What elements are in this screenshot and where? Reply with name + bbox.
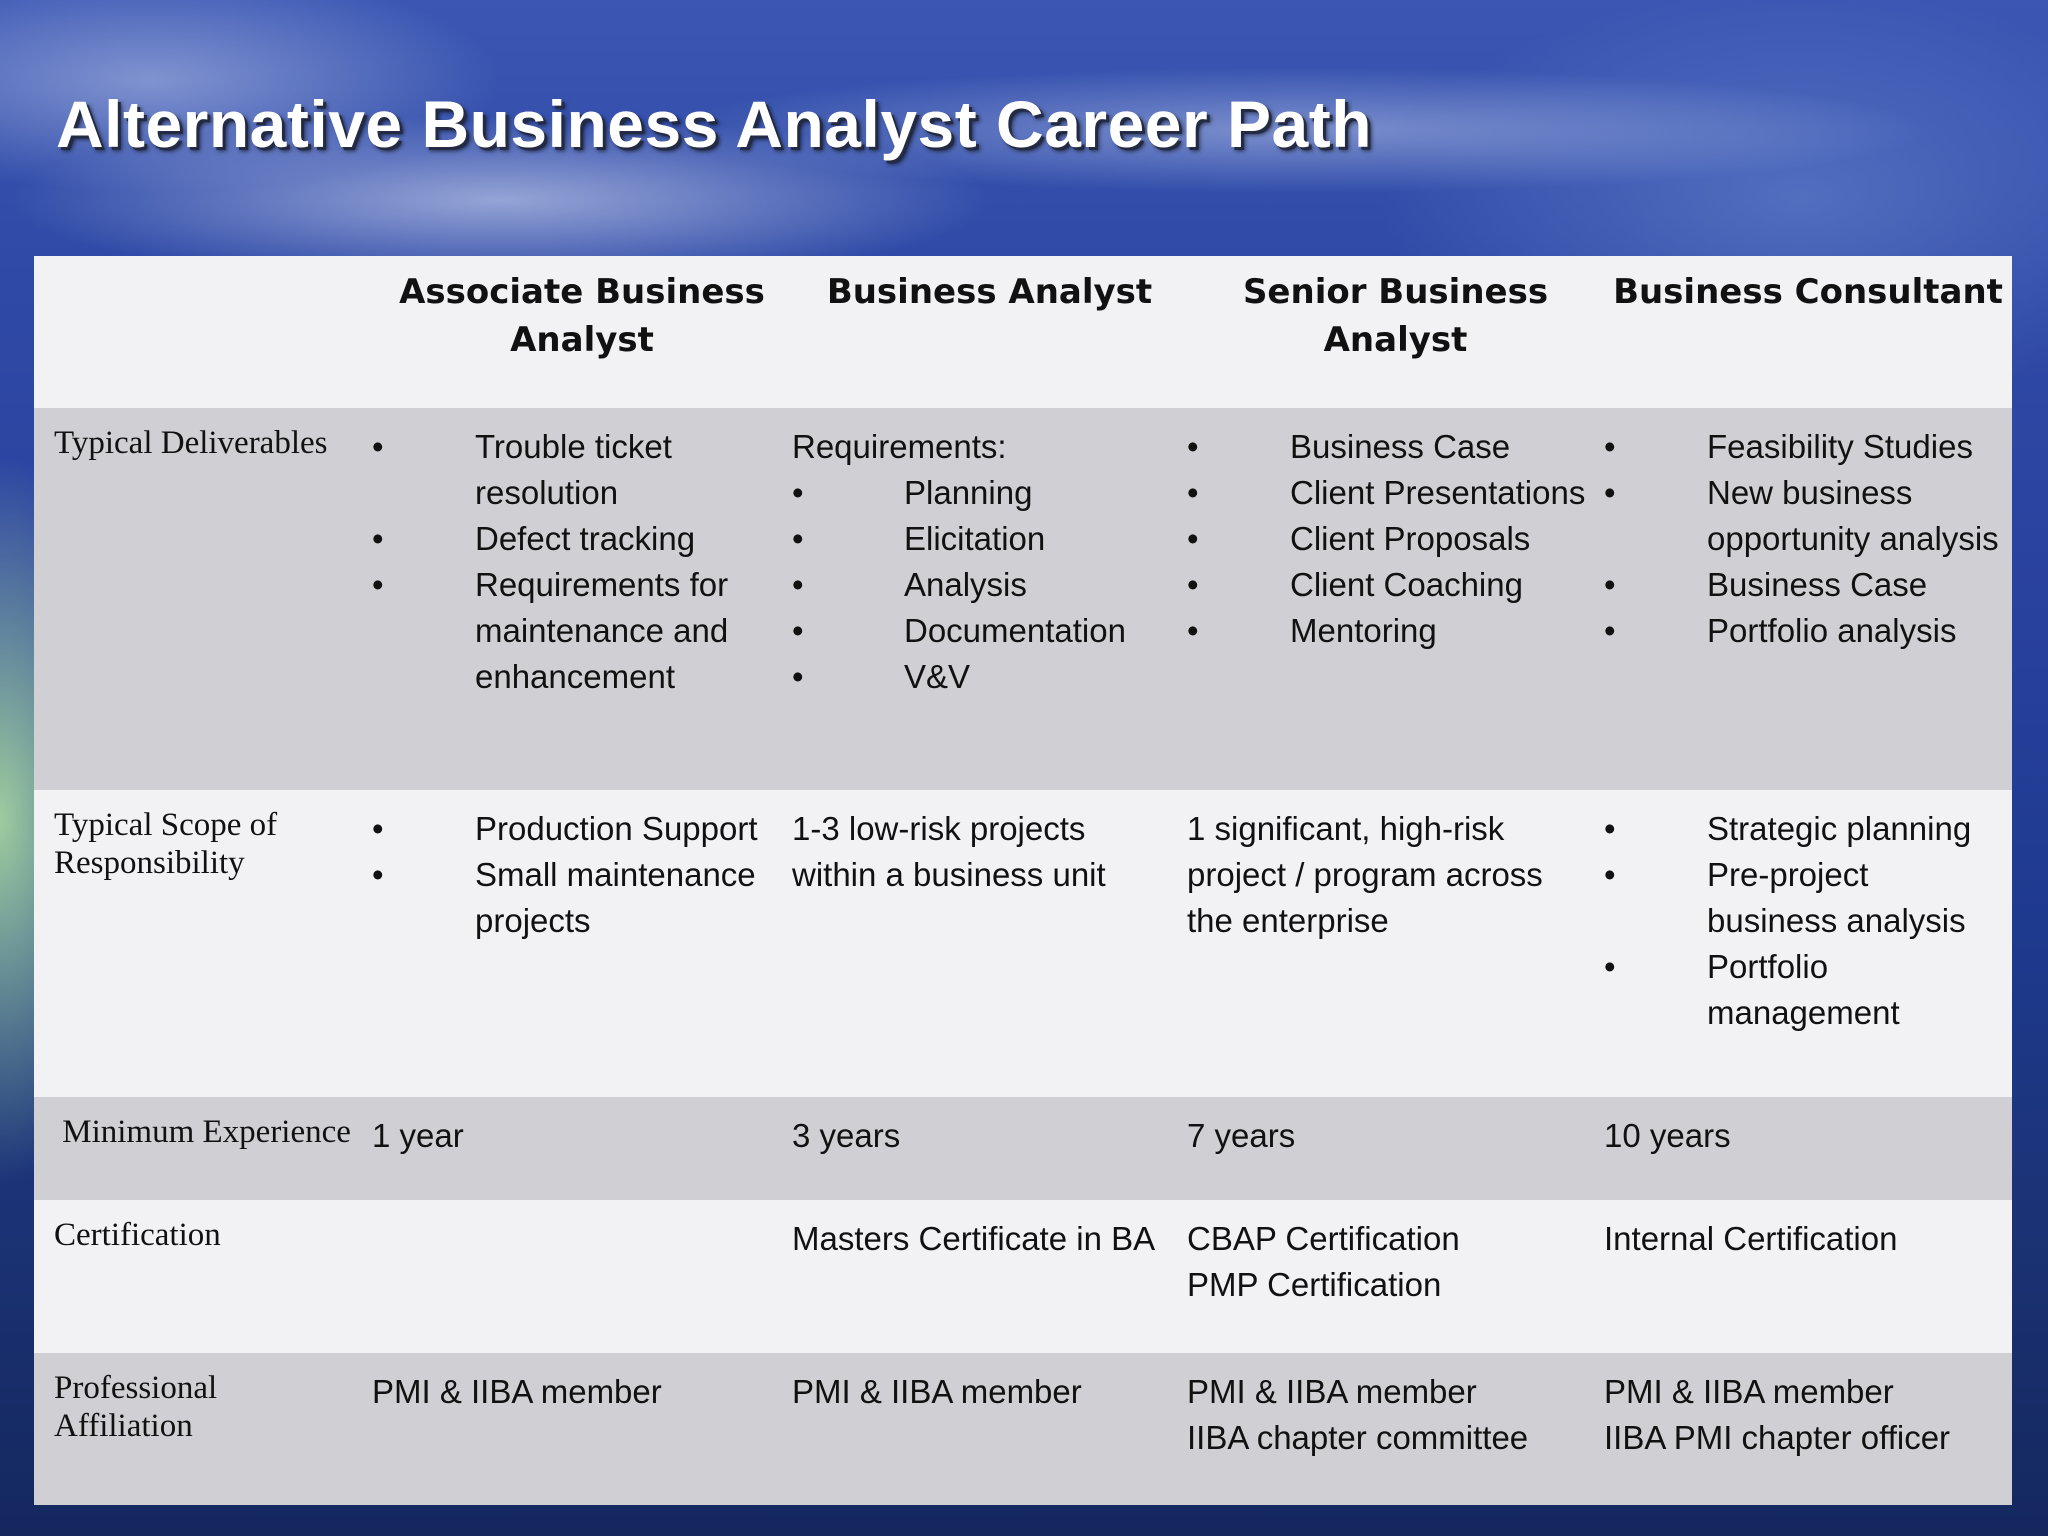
table-row-scope xyxy=(34,790,2012,1097)
affiliation-line: PMI & IIBA member xyxy=(1187,1373,1477,1410)
list-item: • Elicitation xyxy=(792,516,1177,562)
list-item: • Business Case xyxy=(1187,424,1594,470)
cell-deliverables-ba xyxy=(792,408,1187,790)
list-item: • Production Support xyxy=(372,806,782,852)
list-item: • Defect tracking xyxy=(372,516,782,562)
header-empty-cell xyxy=(34,256,372,408)
cell-certification-senior xyxy=(1187,1200,1604,1353)
cell-deliverables-consultant xyxy=(1604,408,2012,790)
cell-experience-senior: 7 years xyxy=(1187,1117,1296,1154)
cell-certification-ba: Masters Certificate in BA xyxy=(792,1220,1156,1257)
cell-deliverables-associate xyxy=(372,408,792,790)
list-item: • Planning xyxy=(792,470,1177,516)
list-item: • Business Case xyxy=(1604,562,2002,608)
header-associate-business-analyst: Associate Business Analyst xyxy=(399,272,765,360)
list-item: • Portfolio management xyxy=(1604,944,2002,1036)
table-header-row xyxy=(34,256,2012,408)
list-item: • Client Presentations xyxy=(1187,470,1594,516)
cell-deliverables-senior xyxy=(1187,408,1604,790)
career-path-table xyxy=(34,256,2012,1505)
header-business-analyst: Business Analyst xyxy=(826,272,1153,312)
row-label-scope: Typical Scope of Responsibility xyxy=(54,807,278,881)
cell-affiliation-senior xyxy=(1187,1353,1604,1505)
list-item: • Requirements for maintenance and enhancement xyxy=(372,562,782,700)
certification-line: PMP Certification xyxy=(1187,1266,1442,1303)
list-item: • Mentoring xyxy=(1187,608,1594,654)
cell-certification-consultant: Internal Certification xyxy=(1604,1220,1898,1257)
cell-experience-associate: 1 year xyxy=(372,1117,464,1154)
list-item: • Client Proposals xyxy=(1187,516,1594,562)
affiliation-line: PMI & IIBA member xyxy=(1604,1373,1894,1410)
list-item: • Small maintenance projects xyxy=(372,852,782,944)
row-label-affiliation: Professional Affiliation xyxy=(54,1370,218,1444)
list-item: • Feasibility Studies xyxy=(1604,424,2002,470)
cell-scope-ba: 1-3 low-risk projects within a business unit xyxy=(792,810,1106,893)
header-business-consultant: Business Consultant xyxy=(1613,272,2003,312)
row-label-experience: Minimum Experience xyxy=(54,1114,351,1150)
list-item: • Client Coaching xyxy=(1187,562,1594,608)
table-row-certification xyxy=(34,1200,2012,1353)
header-senior-business-analyst: Senior Business Analyst xyxy=(1242,272,1549,360)
row-label-certification: Certification xyxy=(54,1217,221,1253)
slide-title: Alternative Business Analyst Career Path xyxy=(56,87,1373,161)
list-item: • V&V xyxy=(792,654,1177,700)
list-item: • Pre-project business analysis xyxy=(1604,852,2002,944)
certification-line: CBAP Certification xyxy=(1187,1220,1460,1257)
cell-experience-ba: 3 years xyxy=(792,1117,901,1154)
list-item: • Portfolio analysis xyxy=(1604,608,2002,654)
list-item: • Analysis xyxy=(792,562,1177,608)
list-item: • Trouble ticket resolution xyxy=(372,424,782,516)
table-row-experience xyxy=(34,1097,2012,1200)
affiliation-line: IIBA chapter committee xyxy=(1187,1419,1529,1456)
list-item: • Strategic planning xyxy=(1604,806,2002,852)
list-item: • New business opportunity analysis xyxy=(1604,470,2002,562)
cell-experience-consultant: 10 years xyxy=(1604,1117,1731,1154)
cell-scope-senior: 1 significant, high-risk project / program across the enterprise xyxy=(1187,810,1543,939)
row-label-deliverables: Typical Deliverables xyxy=(54,425,328,461)
cell-affiliation-associate: PMI & IIBA member xyxy=(372,1373,662,1410)
requirements-heading: Requirements: xyxy=(792,428,1007,465)
cell-affiliation-ba: PMI & IIBA member xyxy=(792,1373,1082,1410)
cell-scope-consultant xyxy=(1604,790,2012,1097)
table-row-deliverables xyxy=(34,408,2012,790)
cell-scope-associate xyxy=(372,790,792,1097)
list-item: • Documentation xyxy=(792,608,1177,654)
affiliation-line: IIBA PMI chapter officer xyxy=(1604,1419,1951,1456)
table-row-affiliation xyxy=(34,1353,2012,1505)
cell-affiliation-consultant xyxy=(1604,1353,2012,1505)
cell-certification-associate xyxy=(372,1200,792,1353)
